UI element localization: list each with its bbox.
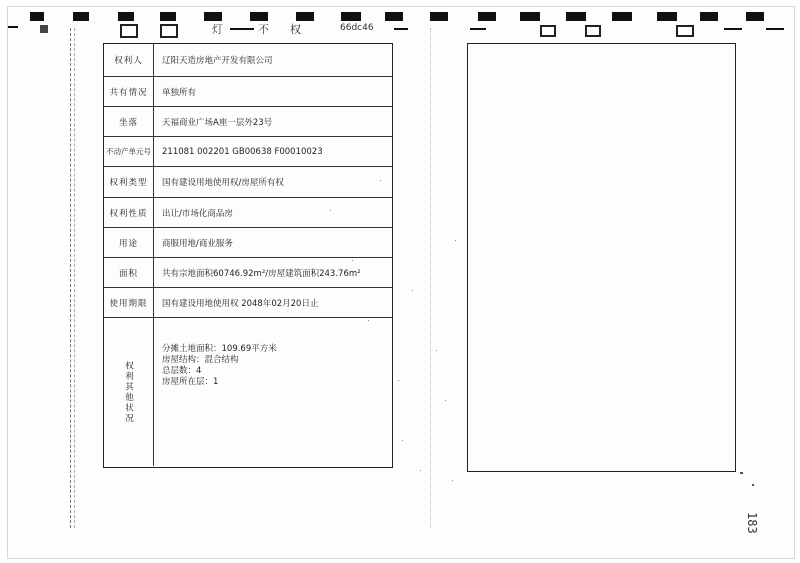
label-other-status bbox=[104, 318, 154, 466]
header-fragment: 不 bbox=[258, 23, 269, 36]
header-fragment: 66dc46 bbox=[340, 23, 374, 33]
row-right-type bbox=[104, 167, 392, 198]
row-right-nature bbox=[104, 198, 392, 228]
scan-artifact-strip bbox=[0, 6, 800, 28]
page-number: 183 bbox=[745, 512, 759, 534]
row-unit-number bbox=[104, 137, 392, 167]
header-fragment: 权 bbox=[290, 23, 301, 36]
value-location: 天福商业广场A座一层外23号 bbox=[162, 117, 273, 128]
label-unit-number: 不动产单元号 bbox=[104, 137, 154, 166]
value-right-type: 国有建设用地使用权/房屋所有权 bbox=[162, 178, 284, 188]
header-fragment: 灯 bbox=[212, 23, 223, 36]
label-right-type: 权利类型 bbox=[104, 167, 154, 197]
label-location: 坐落 bbox=[104, 107, 154, 136]
label-co-ownership: 共有情况 bbox=[104, 77, 154, 106]
binding-line-left bbox=[70, 28, 71, 528]
label-term: 使用期限 bbox=[104, 288, 154, 317]
label-right-nature: 权利性质 bbox=[104, 198, 154, 227]
row-term bbox=[104, 288, 392, 318]
value-term: 国有建设用地使用权 2048年02月20日止 bbox=[162, 298, 319, 309]
other-line-structure: 房屋结构：混合结构 bbox=[162, 355, 239, 365]
value-usage: 商服用地/商业服务 bbox=[162, 238, 233, 249]
value-owner: 辽阳天造房地产开发有限公司 bbox=[162, 56, 273, 66]
row-area bbox=[104, 258, 392, 288]
fold-line-center bbox=[430, 28, 431, 528]
other-status-label-text: 权利其他状况 bbox=[123, 360, 134, 424]
blank-page-frame bbox=[467, 43, 736, 472]
label-area: 面积 bbox=[104, 258, 154, 287]
other-line-floor: 房屋所在层：1 bbox=[162, 377, 219, 387]
row-co-ownership bbox=[104, 77, 392, 107]
other-line-land-share: 分摊土地面积：109.69平方米 bbox=[162, 344, 277, 354]
row-usage bbox=[104, 228, 392, 258]
value-area: 共有宗地面积60746.92m²/房屋建筑面积243.76m² bbox=[162, 268, 361, 279]
value-co-ownership: 单独所有 bbox=[162, 87, 197, 98]
value-right-nature: 出让/市场化商品房 bbox=[162, 208, 233, 219]
label-usage: 用途 bbox=[104, 228, 154, 257]
value-unit-number: 211081 002201 GB00638 F00010023 bbox=[162, 146, 323, 157]
certificate-table bbox=[103, 43, 393, 468]
label-owner: 权利人 bbox=[104, 44, 154, 76]
other-status-values bbox=[162, 344, 277, 388]
other-line-total-floors: 总层数：4 bbox=[162, 366, 202, 376]
binding-line-left-inner bbox=[74, 28, 75, 528]
row-location bbox=[104, 107, 392, 137]
row-other-status bbox=[104, 318, 392, 466]
row-owner bbox=[104, 44, 392, 77]
